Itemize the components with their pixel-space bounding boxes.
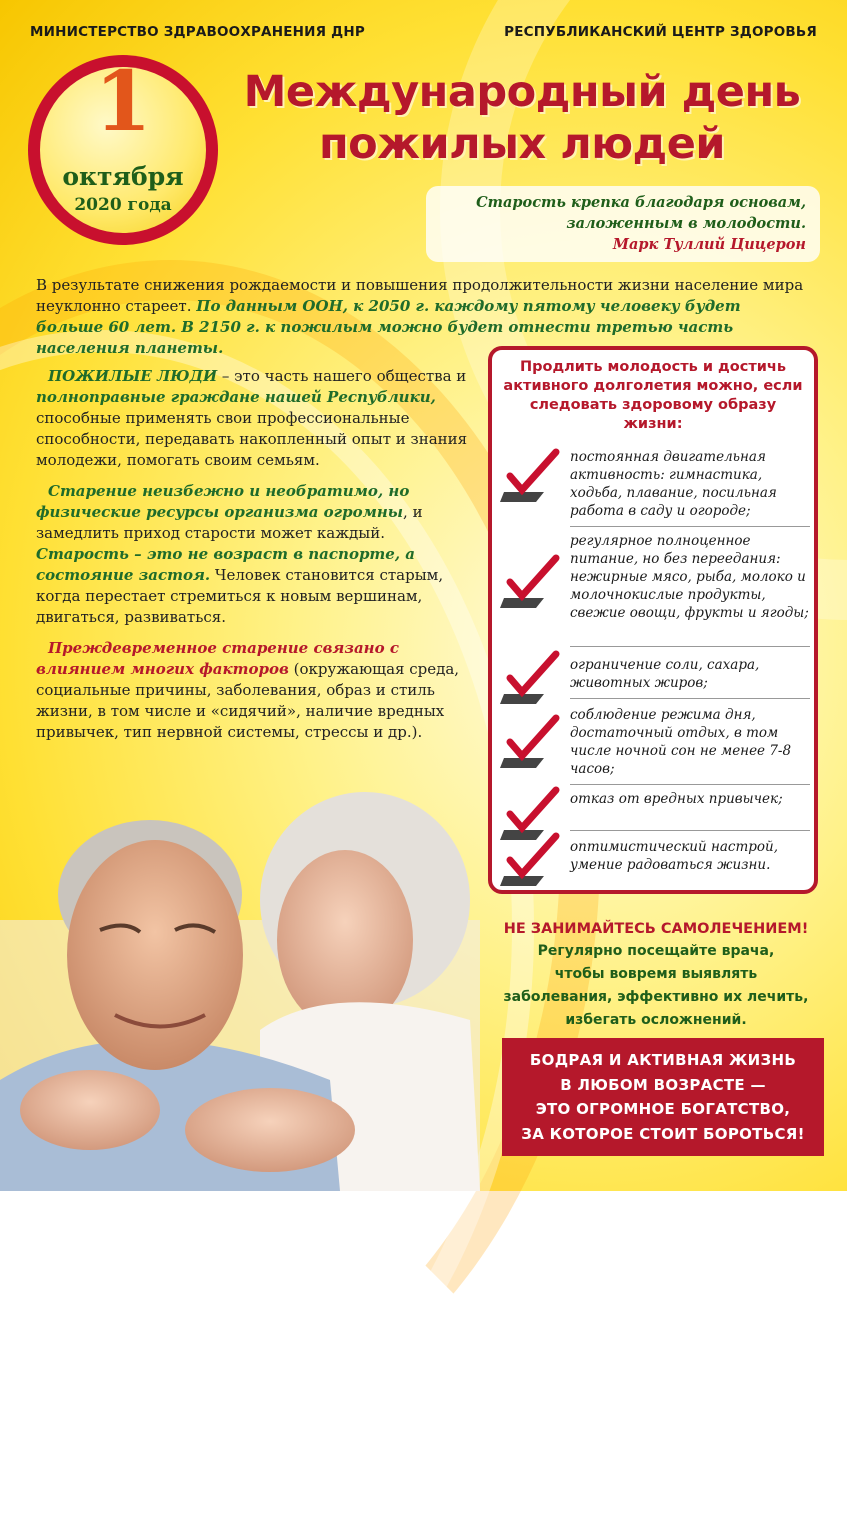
intro-text: В результате снижения рождаемости и повышения продолжительности жизни население мира неуклонно стареет. bbox=[36, 276, 804, 315]
p1-rest: способные применять свои профессиональные способности, передавать накопленный опыт и знания молодежи, помогать своим семьям. bbox=[36, 409, 468, 469]
quote-box bbox=[426, 186, 820, 262]
elderly-couple-photo bbox=[0, 780, 480, 1191]
p3-rest: (окружающая среда, социальные причины, заболевания, образ и стиль жизни, в том числе и «сидячий», наличие вредных привычек, тип нервной системы, стрессы и др.). bbox=[36, 660, 460, 741]
quote-line-1: Старость крепка благодаря основам, bbox=[476, 194, 806, 211]
advice-item-text: соблюдение режима дня, достаточный отдых, в том числе ночной сон не менее 7-8 часов; bbox=[570, 707, 792, 777]
center-header: РЕСПУБЛИКАНСКИЙ ЦЕНТР ЗДОРОВЬЯ bbox=[504, 24, 817, 40]
warning-line-2: чтобы вовремя выявлять bbox=[554, 966, 758, 982]
date-year: 2020 года bbox=[74, 195, 172, 215]
healthy-lifestyle-box bbox=[488, 346, 818, 894]
main-text-column bbox=[36, 366, 476, 753]
p3-lead: Преждевременное старение связано с влиянием многих факторов bbox=[36, 639, 399, 678]
divider bbox=[570, 830, 810, 831]
banner-line-3: ЭТО ОГРОМНОЕ БОГАТСТВО, bbox=[535, 1100, 791, 1118]
divider bbox=[570, 526, 810, 527]
title-line-1: Международный день bbox=[243, 67, 801, 117]
divider bbox=[570, 784, 810, 785]
advice-item-text: отказ от вредных привычек; bbox=[570, 791, 783, 807]
p1-highlight: полноправные граждане нашей Республики, bbox=[36, 388, 436, 406]
banner-line-2: В ЛЮБОМ ВОЗРАСТЕ — bbox=[560, 1075, 766, 1094]
checkmark-icon bbox=[500, 554, 562, 610]
date-month: октября bbox=[62, 162, 184, 191]
intro-highlight: По данным ООН, к 2050 г. каждому пятому человеку будет больше 60 лет. В 2150 г. к пожилым можно будет отнести третью часть населения планеты. bbox=[36, 297, 741, 357]
date-badge bbox=[28, 55, 218, 245]
p2-lead: Старение неизбежно и необратимо, но физические ресурсы организма огромны bbox=[36, 482, 410, 521]
warning-line-1: Регулярно посещайте врача, bbox=[537, 943, 775, 959]
p1-text: – это часть нашего общества и bbox=[217, 367, 467, 385]
advice-item-text: оптимистический настрой, умение радоваться жизни. bbox=[570, 839, 779, 873]
checkmark-icon bbox=[500, 448, 562, 504]
warning-line-4: избегать осложнений. bbox=[565, 1012, 747, 1028]
divider bbox=[570, 646, 810, 647]
p2-highlight: Старость – это не возраст в паспорте, а состояние застоя. bbox=[36, 545, 416, 584]
date-badge-inner bbox=[40, 54, 206, 233]
banner-line-4: ЗА КОТОРОЕ СТОИТ БОРОТЬСЯ! bbox=[521, 1124, 805, 1143]
self-medication-warning bbox=[488, 918, 824, 1032]
quote-line-2: заложенным в молодости. bbox=[566, 215, 806, 232]
paragraph-1 bbox=[36, 366, 476, 471]
advice-item-text: регулярное полноценное питание, но без переедания: нежирные мясо, рыба, молоко и молочнокислые продукты, свежие овощи, фрукты и ягоды; bbox=[570, 533, 809, 621]
checkmark-icon bbox=[500, 832, 562, 888]
quote-author: Марк Туллий Цицерон bbox=[612, 236, 806, 253]
date-day: 1 bbox=[94, 54, 152, 150]
paragraph-3 bbox=[36, 638, 476, 743]
checkmark-icon bbox=[500, 650, 562, 706]
paragraph-2 bbox=[36, 481, 476, 628]
p2-text: , и замедлить приход старости может каждый. bbox=[36, 503, 423, 542]
advice-title: Продлить молодость и достичь активного долголетия можно, если следовать здоровому образу жизни: bbox=[503, 359, 803, 432]
ministry-header: МИНИСТЕРСТВО ЗДРАВООХРАНЕНИЯ ДНР bbox=[30, 24, 365, 40]
title-line-2: пожилых людей bbox=[318, 119, 726, 169]
couple-illustration bbox=[0, 780, 480, 1191]
slogan-banner bbox=[502, 1038, 824, 1156]
divider bbox=[570, 698, 810, 699]
warning-title: НЕ ЗАНИМАЙТЕСЬ САМОЛЕЧЕНИЕМ! bbox=[503, 921, 809, 937]
p2-rest: Человек становится старым, когда перестает стремиться к новым вершинам, двигаться, развиваться. bbox=[36, 566, 444, 626]
checkmark-icon bbox=[500, 714, 562, 770]
advice-item-text: ограничение соли, сахара, животных жиров; bbox=[570, 657, 760, 691]
warning-line-3: заболевания, эффективно их лечить, bbox=[503, 989, 809, 1005]
advice-item-text: постоянная двигательная активность: гимнастика, ходьба, плавание, посильная работа в саду и огороде; bbox=[570, 449, 777, 519]
poster-title bbox=[222, 66, 822, 170]
banner-line-1: БОДРАЯ И АКТИВНАЯ ЖИЗНЬ bbox=[529, 1051, 797, 1069]
p1-lead: ПОЖИЛЫЕ ЛЮДИ bbox=[48, 367, 218, 385]
